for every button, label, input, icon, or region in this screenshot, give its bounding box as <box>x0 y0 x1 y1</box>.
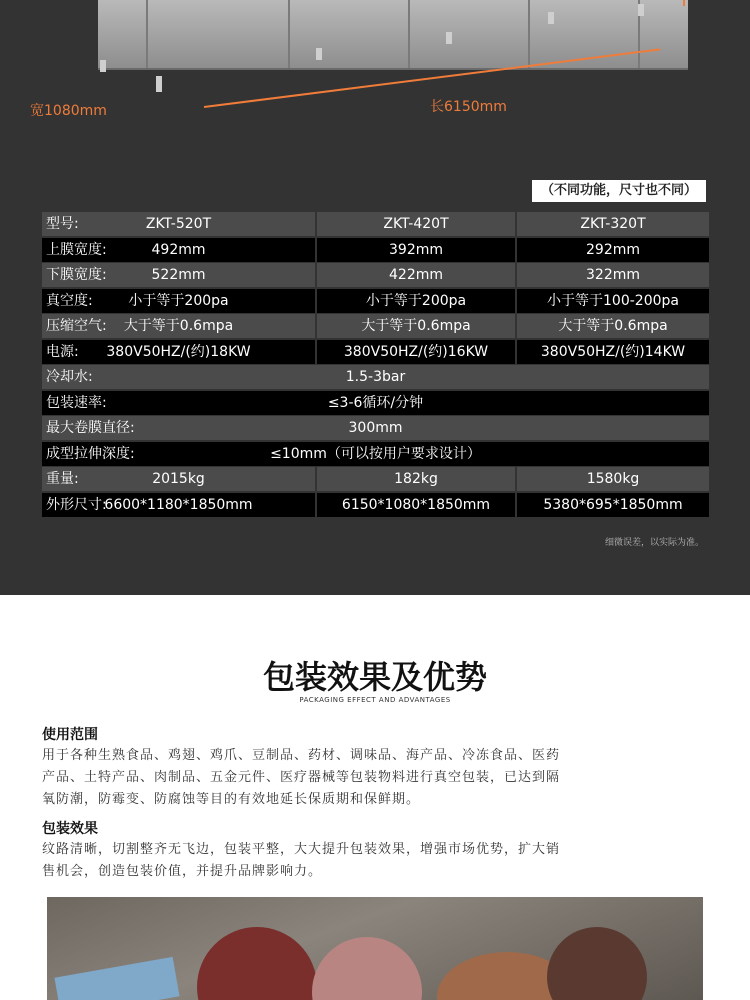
usage-line: 产品、土特产品、肉制品、五金元件、医疗器械等包装物料进行真空包装，已达到隔 <box>42 770 561 785</box>
usage-text <box>42 745 612 811</box>
effect-line: 纹路清晰，切割整齐无飞边，包装平整，大大提升包装效果，增强市场优势，扩大销 <box>42 842 561 857</box>
spec-label: 重量: <box>46 471 79 487</box>
spec-value: 392mm <box>389 241 443 258</box>
spec-label: 上膜宽度: <box>46 241 107 258</box>
spec-value: 522mm <box>151 267 206 283</box>
machine-leg <box>156 76 162 92</box>
machine-leg <box>100 60 106 72</box>
spec-value: 小于等于200pa <box>128 292 229 309</box>
spec-label: 真空度: <box>46 292 93 309</box>
blue-package <box>54 957 179 1000</box>
spec-value: 322mm <box>586 267 640 283</box>
spec-value: 292mm <box>586 241 640 258</box>
spec-row <box>42 467 709 491</box>
usage-line: 氧防潮，防霉变、防腐蚀等目的有效地延长保质期和保鲜期。 <box>42 792 421 807</box>
machine-leg <box>638 4 644 16</box>
spec-value: 大于等于0.6mpa <box>123 318 234 334</box>
spec-value: 380V50HZ/(约)14KW <box>540 343 686 360</box>
spec-value: 1580kg <box>586 471 640 487</box>
length-dimension-label: 长6150mm <box>430 99 507 115</box>
spec-value: 182kg <box>394 471 438 487</box>
effect-text <box>42 839 612 883</box>
spec-row <box>42 442 709 466</box>
effect-line: 售机会，创造包装价值，并提升品牌影响力。 <box>42 864 323 879</box>
spec-row <box>42 263 709 287</box>
spec-label: 外形尺寸: <box>46 496 107 513</box>
spec-row <box>42 212 709 236</box>
usage-line: 用于各种生熟食品、鸡翅、鸡爪、豆制品、药材、调味品、海产品、冷冻食品、医药 <box>42 748 561 763</box>
machine-leg <box>446 32 452 44</box>
machine-leg <box>316 48 322 60</box>
spec-value: 6150*1080*1850mm <box>341 496 491 513</box>
disclaimer: 细微误差，以实际为准。 <box>604 538 704 548</box>
spec-row <box>42 314 709 338</box>
spec-row <box>42 238 709 262</box>
spec-row <box>42 289 709 313</box>
spec-value: 300mm <box>348 420 403 436</box>
machine-leg <box>548 12 554 24</box>
spec-value: 大于等于0.6mpa <box>361 318 471 334</box>
spec-row <box>42 365 709 389</box>
size-note: （不同功能，尺寸也不同） <box>532 180 706 202</box>
spec-value: 380V50HZ/(约)18KW <box>106 343 251 360</box>
usage-heading: 使用范围 <box>42 727 98 743</box>
meat-package <box>197 927 317 1000</box>
spec-label: 包装速率: <box>46 394 107 411</box>
spec-row <box>42 340 709 364</box>
spec-label: 型号: <box>46 216 79 232</box>
spec-label: 最大卷膜直径: <box>46 420 135 436</box>
spec-value: 小于等于200pa <box>365 292 467 309</box>
spec-value: 小于等于100-200pa <box>547 292 679 309</box>
spec-value: ≤10mm（可以按用户要求设计） <box>270 445 481 462</box>
width-dimension-label: 宽1080mm <box>30 103 107 119</box>
machine-body <box>98 0 688 70</box>
spec-row <box>42 416 709 440</box>
spec-value: ZKT-420T <box>383 216 449 232</box>
dark-meat-package <box>547 927 647 1000</box>
effect-heading: 包装效果 <box>42 821 98 837</box>
spec-value: 492mm <box>151 241 206 258</box>
spec-label: 压缩空气: <box>46 318 107 334</box>
spec-value: ZKT-320T <box>580 216 646 232</box>
spec-row <box>42 391 709 415</box>
section-title: 包装效果及优势 <box>262 658 487 696</box>
spec-value: 1.5-3bar <box>345 369 406 385</box>
spec-label: 电源: <box>46 343 79 360</box>
spec-row <box>42 493 709 517</box>
spec-label: 成型拉伸深度: <box>46 445 135 462</box>
spec-value: 380V50HZ/(约)16KW <box>343 343 489 360</box>
spec-label: 下膜宽度: <box>46 267 107 283</box>
ham-package <box>312 937 422 1000</box>
machine-seam <box>146 0 148 68</box>
spec-value: 422mm <box>389 267 443 283</box>
spec-value: 2015kg <box>152 471 205 487</box>
height-dimension-mark <box>683 0 685 6</box>
machine-seam <box>408 0 410 68</box>
spec-value: ≤3-6循环/分钟 <box>327 394 424 411</box>
spec-value: 6600*1180*1850mm <box>104 496 253 513</box>
spec-value: 5380*695*1850mm <box>543 496 683 513</box>
machine-photo <box>98 0 690 80</box>
spec-label: 冷却水: <box>46 369 93 385</box>
machine-seam <box>528 0 530 68</box>
packaged-products-photo <box>47 897 703 1000</box>
spec-value: 大于等于0.6mpa <box>558 318 668 334</box>
section-subtitle: PACKAGING EFFECT AND ADVANTAGES <box>299 696 451 704</box>
spec-value: ZKT-520T <box>145 216 212 232</box>
machine-seam <box>288 0 290 68</box>
